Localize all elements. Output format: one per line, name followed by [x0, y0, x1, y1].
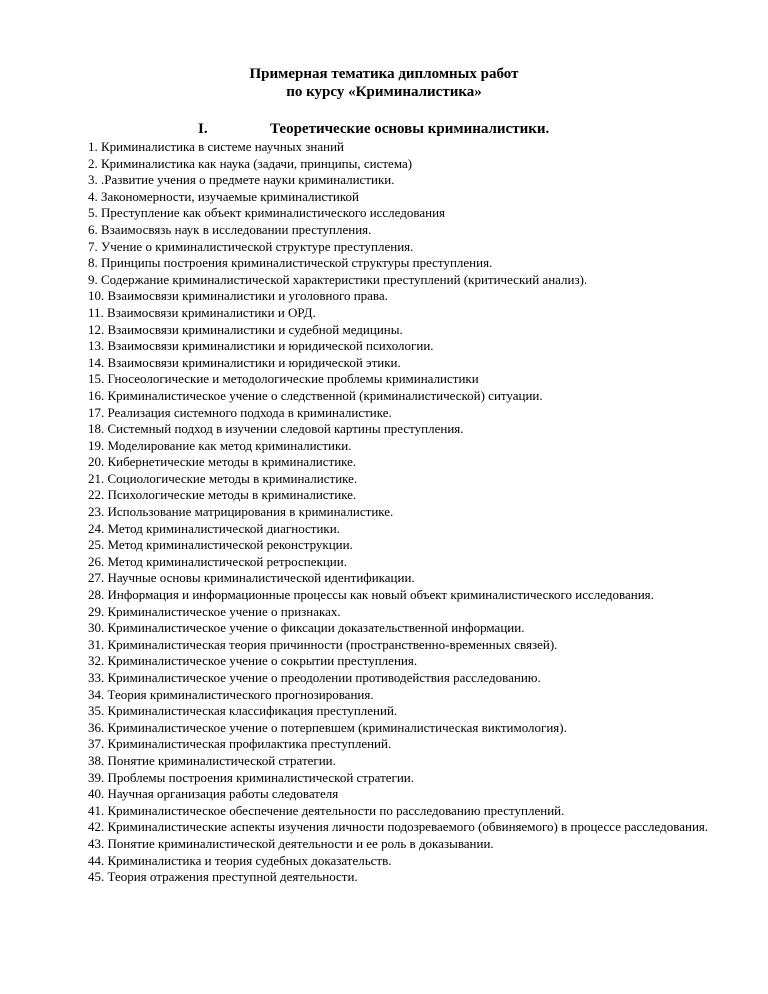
- document-title-line-2: по курсу «Криминалистика»: [286, 84, 482, 100]
- list-item: 43. Понятие криминалистической деятельности и ее роль в доказывании.: [88, 835, 494, 851]
- list-item: 22. Психологические методы в криминалистике.: [88, 487, 357, 503]
- list-item: 24. Метод криминалистической диагностики.: [88, 520, 340, 536]
- list-item: 32. Криминалистическое учение о сокрытии преступления.: [88, 653, 418, 669]
- list-item: 36. Криминалистическое учение о потерпевшем (криминалистическая виктимология).: [88, 719, 567, 735]
- list-item: 1. Криминалистика в системе научных знаний: [88, 139, 345, 154]
- list-item: 7. Учение о криминалистической структуре преступления.: [88, 238, 414, 254]
- list-item: 11. Взаимосвязи криминалистики и ОРД.: [88, 304, 316, 320]
- list-item: 30. Криминалистическое учение о фиксации доказательственной информации.: [88, 620, 525, 636]
- list-item: 34. Теория криминалистического прогнозирования.: [88, 686, 374, 702]
- list-item: 39. Проблемы построения криминалистической стратегии.: [88, 769, 415, 785]
- list-item: 18. Системный подход в изучении следовой картины преступления.: [88, 421, 464, 437]
- list-item: 20. Кибернетические методы в криминалистике.: [88, 454, 357, 470]
- list-item: 37. Криминалистическая профилактика преступлений.: [88, 736, 392, 752]
- list-item: 13. Взаимосвязи криминалистики и юридической психологии.: [88, 338, 434, 354]
- list-item: 28. Информация и информационные процессы как новый объект криминалистического исследования.: [88, 587, 654, 603]
- list-item: 23. Использование матрицирования в криминалистике.: [88, 504, 394, 520]
- list-item: 19. Моделирование как метод криминалистики.: [88, 437, 352, 453]
- list-item: 25. Метод криминалистической реконструкции.: [88, 537, 353, 553]
- list-item: 33. Криминалистическое учение о преодолении противодействия расследованию.: [88, 670, 541, 685]
- list-item: 5. Преступление как объект криминалистического исследования: [88, 205, 446, 221]
- list-item: 27. Научные основы криминалистической идентификации.: [88, 570, 415, 586]
- list-item: 35. Криминалистическая классификация преступлений.: [88, 703, 398, 719]
- list-item: 42. Криминалистические аспекты изучения личности подозреваемого (обвиняемого) в процессе расследования.: [88, 819, 709, 835]
- list-item: 29. Криминалистическое учение о признаках.: [88, 603, 341, 619]
- list-item: 10. Взаимосвязи криминалистики и уголовного права.: [88, 288, 388, 304]
- list-item: 16. Криминалистическое учение о следственной (криминалистической) ситуации.: [88, 387, 543, 403]
- list-item: 45. Теория отражения преступной деятельности.: [88, 869, 358, 885]
- list-item: 12. Взаимосвязи криминалистики и судебной медицины.: [88, 321, 403, 337]
- list-item: 38. Понятие криминалистической стратегии.: [88, 752, 336, 768]
- list-item: 31. Криминалистическая теория причинности (пространственно-временных связей).: [88, 636, 558, 652]
- topic-list: [88, 139, 716, 886]
- list-item: 44. Криминалистика и теория судебных доказательств.: [88, 852, 392, 868]
- list-item: 6. Взаимосвязь наук в исследовании преступления.: [88, 221, 372, 237]
- document-title-line-1: Примерная тематика дипломных работ: [249, 66, 519, 82]
- list-item: 40. Научная организация работы следователя: [88, 786, 339, 802]
- section-title: Теоретические основы криминалистики.: [270, 121, 550, 137]
- list-item: 4. Закономерности, изучаемые криминалистикой: [88, 188, 359, 204]
- list-item: 3. .Развитие учения о предмете науки криминалистики.: [88, 172, 395, 188]
- list-item: 14. Взаимосвязи криминалистики и юридической этики.: [88, 354, 401, 370]
- list-item: 8. Принципы построения криминалистической структуры преступления.: [88, 255, 493, 271]
- list-item: 9. Содержание криминалистической характеристики преступлений (критический анализ).: [88, 271, 588, 287]
- list-item: 26. Метод криминалистической ретроспекции.: [88, 553, 347, 569]
- list-item: 21. Социологические методы в криминалистике.: [88, 470, 358, 486]
- list-item: 2. Криминалистика как наука (задачи, принципы, система): [88, 155, 413, 171]
- section-number: I.: [198, 121, 208, 137]
- list-item: 15. Гносеологические и методологические проблемы криминалистики: [88, 371, 479, 387]
- list-item: 41. Криминалистическое обеспечение деятельности по расследованию преступлений.: [88, 802, 565, 818]
- list-item: 17. Реализация системного подхода в криминалистике.: [88, 404, 392, 420]
